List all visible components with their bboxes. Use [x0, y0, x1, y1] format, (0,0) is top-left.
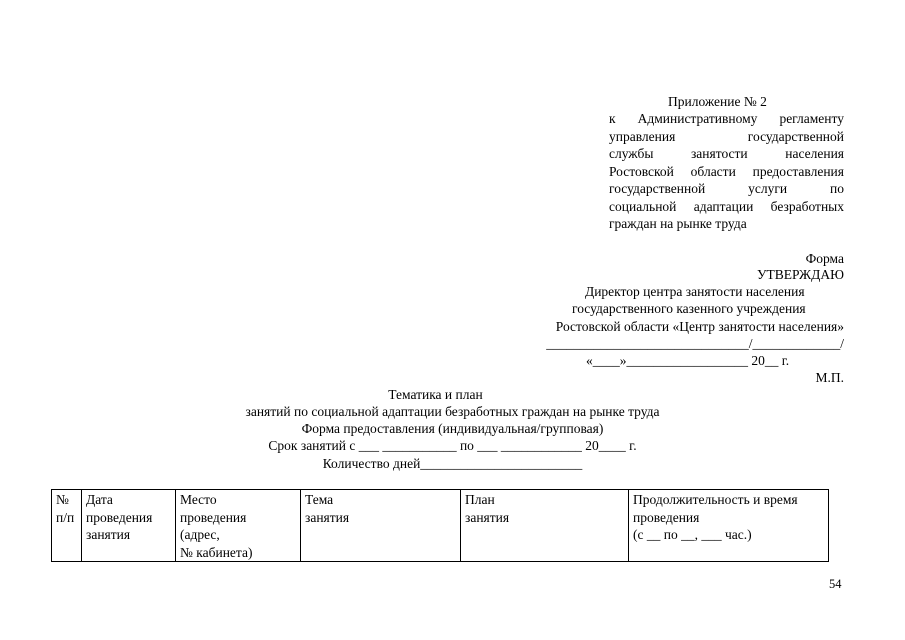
approve-label: УТВЕРЖДАЮ [756, 267, 844, 282]
col-number-header: № п/п [52, 490, 82, 562]
col-place-header: Место проведения (адрес, № кабинета) [176, 490, 301, 562]
col-duration-header: Продолжительность и время проведения (с __ по __, ___ час.) [629, 490, 829, 562]
approver-title-line-1: Директор центра занятости населения [585, 284, 805, 299]
heading-period: Срок занятий с ___ ___________ по ___ ____________ 20____ г. [268, 438, 637, 453]
appendix-line: к Административному регламенту [609, 111, 844, 126]
appendix-text [609, 110, 844, 233]
signature-line: ______________________________/_____________/ [546, 336, 844, 351]
appendix-title: Приложение № 2 [668, 94, 767, 109]
stamp-label: М.П. [815, 370, 844, 385]
table-header-row [52, 490, 829, 562]
appendix-line: Ростовской области предоставления [609, 163, 844, 179]
heading-form-type: Форма предоставления (индивидуальная/групповая) [301, 421, 604, 436]
page-number: 54 [829, 577, 842, 591]
appendix-line: управления государственной [609, 128, 844, 144]
appendix-line: государственной услуги по [609, 181, 844, 196]
approver-title-line-3: Ростовской области «Центр занятости населения» [555, 319, 844, 334]
approver-title-line-2: государственного казенного учреждения [572, 301, 806, 316]
col-topic-header: Тема занятия [301, 490, 461, 562]
approval-date-line: «____»__________________ 20__ г. [586, 353, 790, 368]
appendix-line: граждан на рынке труда [609, 216, 747, 231]
appendix-line: службы занятости населения [609, 146, 844, 161]
heading-title: Тематика и план [388, 387, 483, 402]
schedule-table [51, 489, 829, 562]
col-plan-header: План занятия [461, 490, 629, 562]
form-label: Форма [805, 251, 844, 266]
col-date-header: Дата проведения занятия [82, 490, 176, 562]
heading-day-count: Количество дней________________________ [322, 456, 583, 471]
heading-subtitle: занятий по социальной адаптации безработных граждан на рынке труда [245, 404, 660, 419]
appendix-line: социальной адаптации безработных [609, 198, 844, 214]
